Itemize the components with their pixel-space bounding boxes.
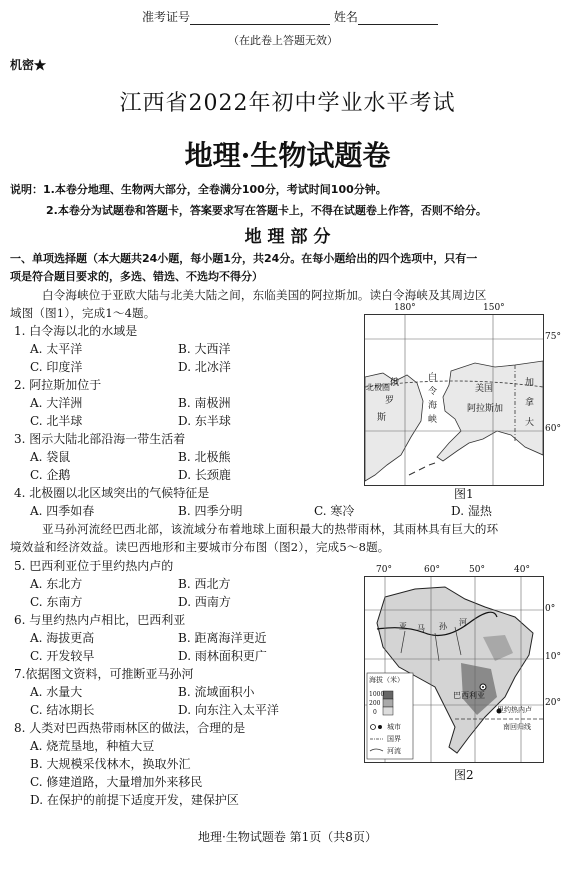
ticket-blank xyxy=(190,12,330,25)
q3-option-d: D. 长颈鹿 xyxy=(178,468,231,482)
q8-option-b: B. 大规模采伐林木，换取外汇 xyxy=(30,757,191,771)
passage1-line1: 白令海峡位于亚欧大陆与北美大陆之间，东临美国的阿拉斯加。读白令海峡及其周边区 xyxy=(42,288,487,302)
rio-label: 里约热内卢 xyxy=(497,706,532,714)
q3-option-a: A. 袋鼠 xyxy=(30,450,71,464)
q2-option-a: A. 大洋洲 xyxy=(30,396,83,410)
fig2-lon-50: 50° xyxy=(469,565,485,575)
legend-level-0: 0 xyxy=(373,709,377,716)
sea-char-2: 令 xyxy=(428,387,438,397)
q1-option-c: C. 印度洋 xyxy=(30,360,83,374)
q2-stem: 2. 阿拉斯加位于 xyxy=(14,378,102,392)
passage1-line2: 域图（图1），完成1～4题。 xyxy=(10,306,156,320)
q5-option-a: A. 东北方 xyxy=(30,577,83,591)
figure2-caption: 图2 xyxy=(454,768,474,782)
q8-option-c: C. 修建道路，大量增加外来移民 xyxy=(30,775,203,789)
name-label: 姓名 xyxy=(333,10,358,24)
figure1-map xyxy=(364,314,544,486)
part1-line1: 一、单项选择题（本大题共24小题，每小题1分，共24分。在每小题给出的四个选项中，只有一 xyxy=(10,252,478,265)
q6-stem: 6. 与里约热内卢相比，巴西利亚 xyxy=(14,613,186,627)
russia-char-2: 罗 xyxy=(385,396,395,406)
russia-char-1: 俄 xyxy=(390,378,400,388)
brasilia-label: 巴西利亚 xyxy=(453,691,485,700)
fig1-lon-right: 150° xyxy=(483,303,505,313)
q8-stem: 8. 人类对巴西热带雨林区的做法，合理的是 xyxy=(14,721,246,735)
legend-level-1000: 1000 xyxy=(369,691,385,698)
q5-option-b: B. 西北方 xyxy=(178,577,231,591)
page-footer: 地理·生物试题卷 第1页（共8页） xyxy=(198,830,377,844)
canada-char-1: 加 xyxy=(525,378,535,388)
q4-option-d: D. 湿热 xyxy=(451,504,492,518)
fig2-lat-0: 0° xyxy=(545,604,556,614)
q6-option-c: C. 开发较早 xyxy=(30,649,95,663)
q2-option-c: C. 北半球 xyxy=(30,414,83,428)
legend-level-200: 200 xyxy=(369,700,381,707)
q7-option-d: D. 向东注入太平洋 xyxy=(178,703,279,717)
canada-char-3: 大 xyxy=(525,418,535,428)
fig2-lon-70: 70° xyxy=(376,565,392,575)
fig2-lon-60: 60° xyxy=(424,565,440,575)
fig2-lat-20: 20° xyxy=(545,698,561,708)
legend-river: 河流 xyxy=(387,747,401,755)
q8-option-a: A. 烧荒垦地，种植大豆 xyxy=(30,739,155,753)
sea-char-4: 峡 xyxy=(428,415,438,425)
amazon-char-1: 亚 xyxy=(399,622,407,631)
passage2-line1: 亚马孙河流经巴西北部，该流域分布着地球上面积最大的热带雨林，其雨林具有巨大的环 xyxy=(42,522,499,536)
legend-title: 海拔（米） xyxy=(369,676,404,684)
instructions-label: 说明： xyxy=(10,183,43,196)
q7-stem: 7.依据图文资料，可推断亚马孙河 xyxy=(14,667,194,681)
fig1-lon-left: 180° xyxy=(394,303,416,313)
q4-stem: 4. 北极圈以北区域突出的气候特征是 xyxy=(14,486,210,500)
fig2-lat-10: 10° xyxy=(545,652,561,662)
fig2-lon-40: 40° xyxy=(514,565,530,575)
q7-option-c: C. 结冰期长 xyxy=(30,703,95,717)
name-blank xyxy=(358,12,438,25)
q6-option-b: B. 距离海洋更近 xyxy=(178,631,267,645)
q2-option-d: D. 东半球 xyxy=(178,414,231,428)
q7-option-b: B. 流域面积小 xyxy=(178,685,255,699)
amazon-char-3: 孙 xyxy=(439,622,447,631)
q4-option-c: C. 寒冷 xyxy=(314,504,355,518)
q4-option-b: B. 四季分明 xyxy=(178,504,243,518)
q5-option-c: C. 东南方 xyxy=(30,595,83,609)
instructions-line2: 2.本卷分为试题卷和答题卡，答案要求写在答题卡上，不得在试题卷上作答，否则不给分。 xyxy=(46,204,487,217)
legend-city: 城市 xyxy=(387,723,401,731)
q1-option-b: B. 大西洋 xyxy=(178,342,231,356)
exam-title: 江西省2022年初中学业水平考试 xyxy=(119,91,456,116)
q8-option-d: D. 在保护的前提下适度开发，建保护区 xyxy=(30,793,239,807)
q5-option-d: D. 西南方 xyxy=(178,595,231,609)
q3-stem: 3. 图示大陆北部沿海一带生活着 xyxy=(14,432,186,446)
fig1-lat-top: 75° xyxy=(545,332,561,342)
q2-option-b: B. 南极洲 xyxy=(178,396,231,410)
q7-option-a: A. 水量大 xyxy=(30,685,83,699)
tropic-label: 南回归线 xyxy=(503,723,531,731)
q1-option-d: D. 北冰洋 xyxy=(178,360,231,374)
q1-option-a: A. 太平洋 xyxy=(30,342,83,356)
q6-option-a: A. 海拔更高 xyxy=(30,631,95,645)
canada-char-2: 拿 xyxy=(525,398,535,408)
alaska-label: 阿拉斯加 xyxy=(467,404,504,414)
ticket-label: 准考证号 xyxy=(142,10,191,24)
part1-line2: 项是符合题目要求的，多选、错选、不选均不得分） xyxy=(10,270,263,283)
q4-option-a: A. 四季如春 xyxy=(30,504,95,518)
instructions-line1: 说明：1.本卷分地理、生物两大部分，全卷满分100分，考试时间100分钟。 xyxy=(10,183,387,196)
fig1-lat-bottom: 60° xyxy=(545,424,561,434)
arctic-circle-label: 北极圈 xyxy=(366,383,390,392)
header-fields xyxy=(142,8,438,25)
q5-stem: 5. 巴西利亚位于里约热内卢的 xyxy=(14,559,174,573)
q6-option-d: D. 雨林面积更广 xyxy=(178,649,267,663)
amazon-char-4: 河 xyxy=(459,618,467,627)
section-title: 地 理 部 分 xyxy=(244,227,331,247)
secret-mark: 机密★ xyxy=(10,58,47,72)
paper-subtitle: 地理·生物试题卷 xyxy=(184,139,391,172)
q1-stem: 1. 白令海以北的水域是 xyxy=(14,324,138,338)
russia-char-3: 斯 xyxy=(377,413,387,423)
sea-char-1: 白 xyxy=(428,373,438,383)
passage2-line2: 境效益和经济效益。读巴西地形和主要城市分布图（图2），完成5～8题。 xyxy=(10,540,390,554)
amazon-char-2: 马 xyxy=(417,624,425,633)
usa-label: 美国 xyxy=(475,384,494,394)
figure1-caption: 图1 xyxy=(454,487,474,501)
q3-option-c: C. 企鹅 xyxy=(30,468,71,482)
header-note: （在此卷上答题无效） xyxy=(228,34,338,47)
legend-border: 国界 xyxy=(387,735,401,743)
sea-char-3: 海 xyxy=(428,401,438,411)
q3-option-b: B. 北极熊 xyxy=(178,450,231,464)
figure2-map xyxy=(364,576,544,763)
